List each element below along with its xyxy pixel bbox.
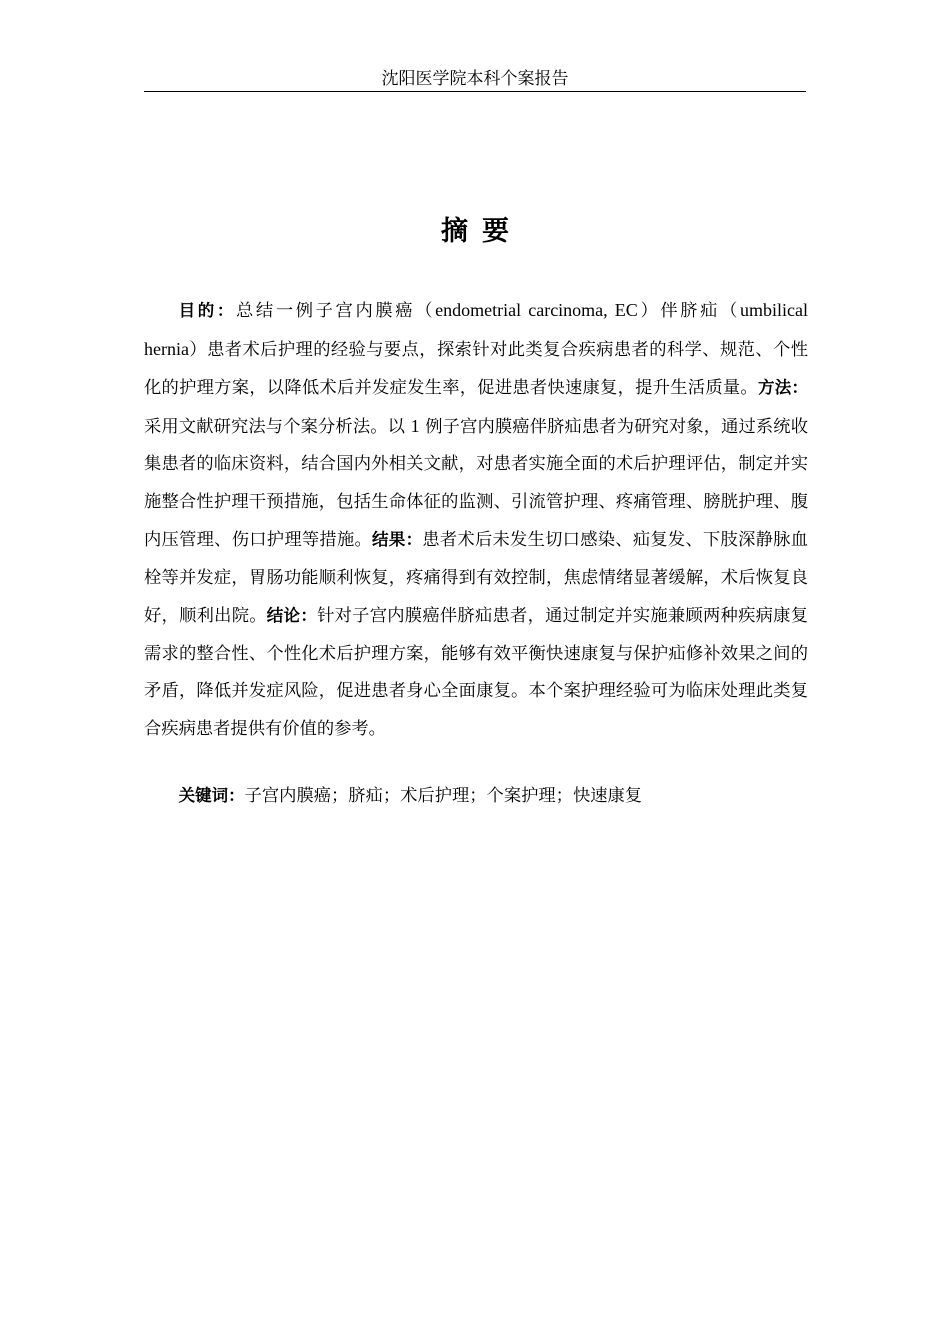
purpose-latin-term: endometrial carcinoma, EC [435,300,638,320]
keywords-text: 子宫内膜癌；脐疝；术后护理；个案护理；快速康复 [244,786,643,806]
purpose-text: ）患者术后护理的经验与要点，探索针对此类复合疾病患者的科学、规范、个性化的护理方案，以降低术后并发症发生率，促进患者快速康复，提升生活质量。 [144,339,808,398]
purpose-latin-term: umbilical hernia [144,300,808,359]
abstract-title: 摘要 [441,216,523,247]
method-text: 采用文献研究法与个案分析法。以 [144,416,406,437]
header-rule [144,91,806,92]
method-label: 方法： [757,378,808,397]
conclusion-text: 针对子宫内膜癌伴脐疝患者，通过制定并实施兼顾两种疾病康复需求的整合性、个性化术后护理方案，能够有效平衡快速康复与保护疝修补效果之间的矛盾，降低并发症风险，促进患者身心全面康复。本个案护理经验可为临床处理此类复合疾病患者提供有价值的参考。 [144,606,808,739]
conclusion-label: 结论： [266,606,318,625]
method-text: 例子宫内膜癌伴脐疝患者为研究对象，通过系统收集患者的临床资料，结合国内外相关文献，对患者实施全面的术后护理评估，制定并实施整合性护理干预措施，包括生命体征的监测、引流管护理、疼痛管理、膀胱护理、腹内压管理、伤口护理等措施。 [144,416,808,550]
purpose-text: 总结一例子宫内膜癌（ [236,301,436,321]
result-label: 结果： [372,530,423,549]
keywords-label: 关键词： [178,786,245,805]
result-text: 患者术后未发生切口感染、疝复发、下肢深静脉血栓等并发症，胃肠功能顺利恢复，疼痛得到有效控制，焦虑情绪显著缓解，术后恢复良好，顺利出院。 [144,530,808,626]
keywords-line [144,777,808,816]
purpose-text: ）伴脐疝（ [637,301,741,321]
running-header: 沈阳医学院本科个案报告 [381,69,569,89]
abstract-body [144,292,808,748]
purpose-label: 目的： [178,301,236,320]
method-case-count: 1 [410,415,420,436]
